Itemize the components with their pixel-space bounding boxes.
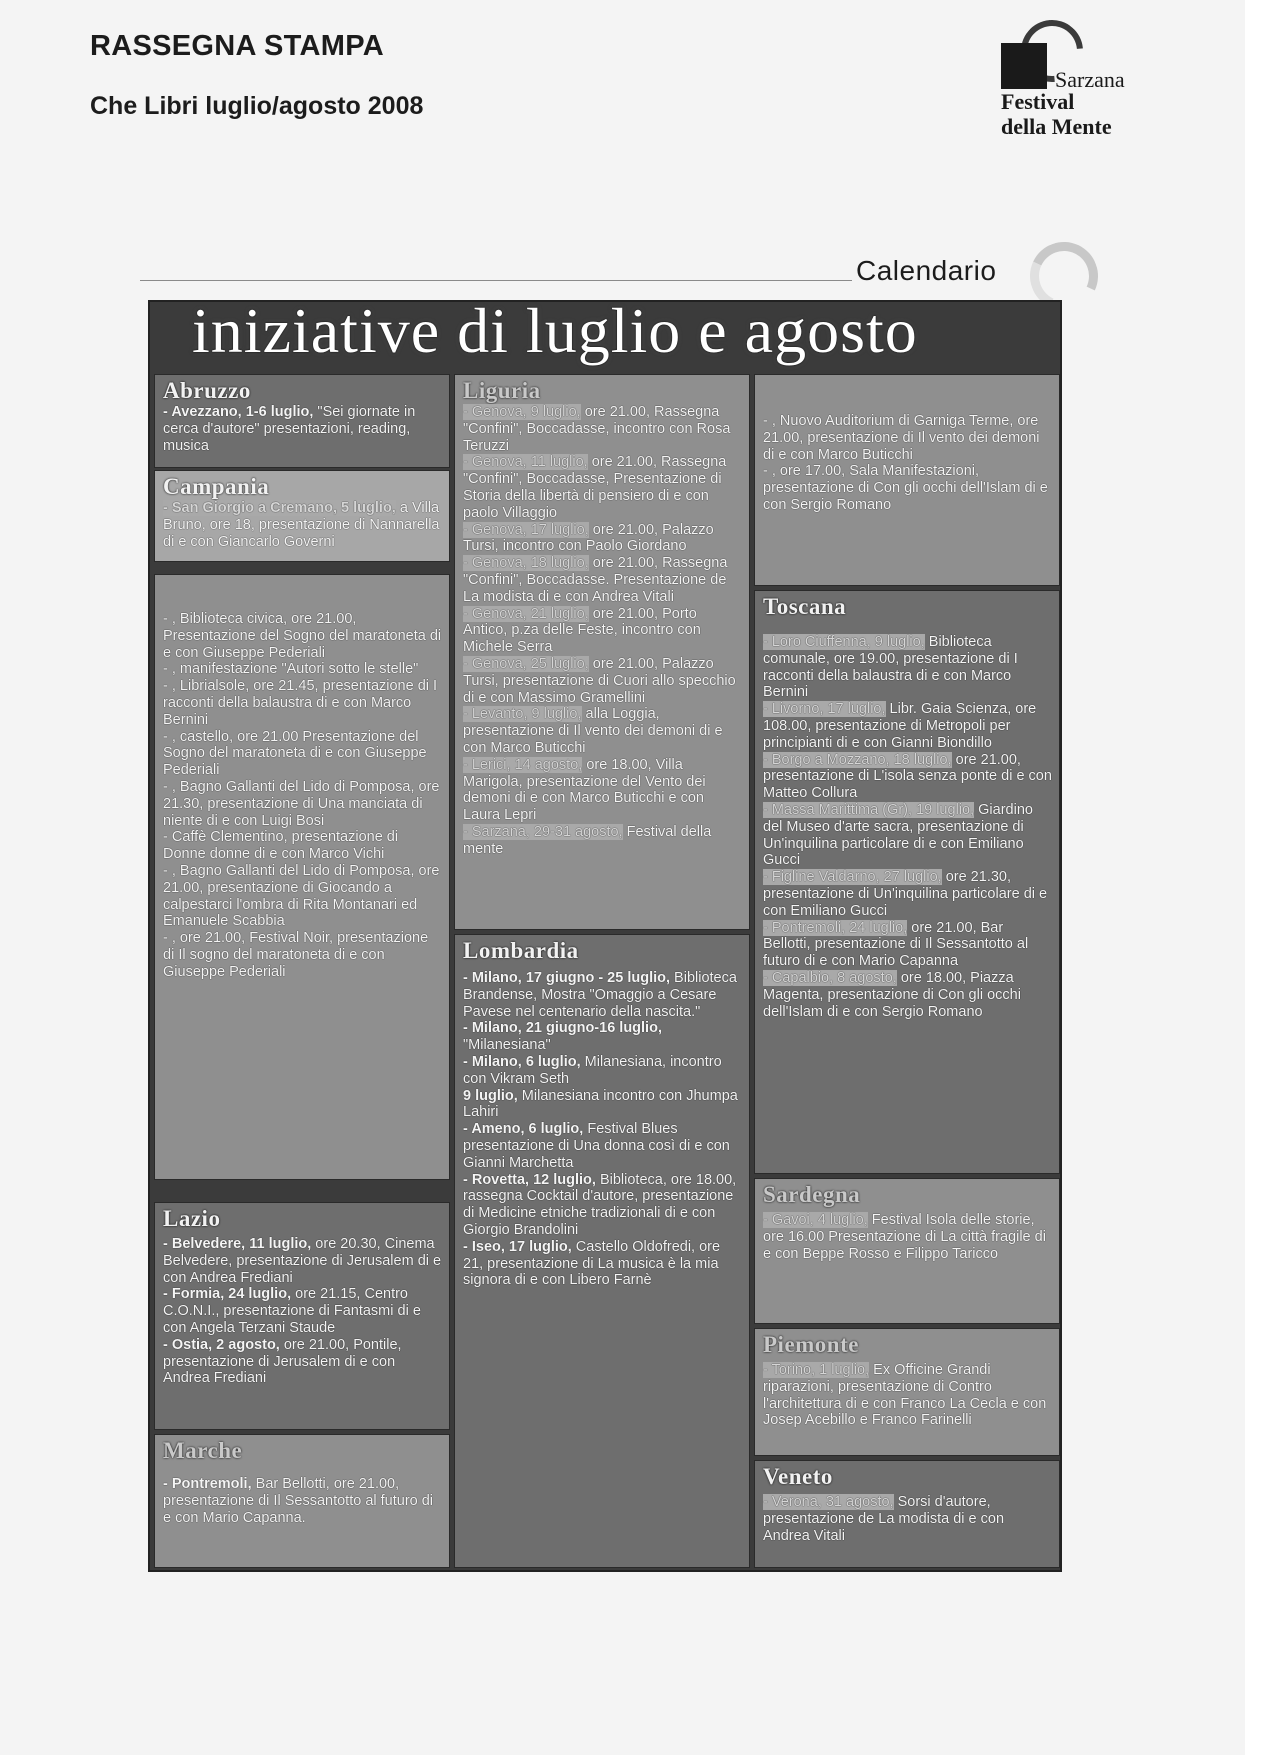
event-item: - , Biblioteca civica, ore 21.00, Presentazione del Sogno del maratoneta di e con Giuseppe Pederiali bbox=[163, 611, 442, 661]
region-name: Veneto bbox=[763, 1464, 833, 1489]
event-item: - San Giorgio a Cremano, 5 luglio, a Villa Bruno, ore 18, presentazione di Nannarella di e con Giancarlo Governi bbox=[163, 500, 440, 550]
section-rule bbox=[140, 280, 852, 281]
region-events bbox=[163, 404, 443, 454]
region-events bbox=[163, 1476, 443, 1526]
logo-square-icon bbox=[1001, 43, 1047, 89]
event-item: - Milano, 6 luglio, Milanesiana, incontro con Vikram Seth bbox=[463, 1053, 722, 1087]
event-item: - Ameno, 6 luglio, Festival Blues presentazione di Una donna così di e con Gianni Marchetta bbox=[463, 1121, 730, 1171]
event-item: - Milano, 17 giugno - 25 luglio, Biblioteca Brandense, Mostra "Omaggio a Cesare Pavese nel centenario della nascita." bbox=[463, 970, 737, 1020]
event-item: - Sarzana, 29-31 agosto, Festival della mente bbox=[463, 823, 712, 857]
event-item: - , ore 21.00, Festival Noir, presentazione di Il sogno del maratoneta di e con Giuseppe Pederiali bbox=[163, 930, 429, 980]
event-item: - Formia, 24 luglio, ore 21.15, Centro C.O.N.I., presentazione di Fantasmi di e con Angela Terzani Staude bbox=[163, 1286, 421, 1336]
region-lombardia bbox=[454, 934, 750, 1568]
event-item: - Genova, 21 luglio, ore 21.00, Porto Antico, p.za delle Feste, incontro con Michele Serra bbox=[463, 605, 701, 656]
event-item: - Milano, 21 giugno-16 luglio, "Milanesiana" bbox=[463, 1020, 662, 1054]
events-board bbox=[148, 295, 1062, 1572]
region-marche bbox=[154, 1434, 450, 1568]
event-item: - Genova, 11 luglio, ore 21.00, Rassegna "Confini", Boccadasse, Presentazione di Storia della libertà di pensiero di e con paolo Villaggio bbox=[463, 454, 727, 521]
region-name: Marche bbox=[163, 1438, 243, 1463]
event-item: - , castello, ore 21.00 Presentazione del Sogno del maratoneta di e con Giuseppe Pederiali bbox=[163, 728, 427, 779]
region-events bbox=[763, 1494, 1053, 1544]
region-name: Toscana bbox=[763, 594, 847, 619]
region-events bbox=[163, 500, 443, 550]
event-item: - Torino, 1 luglio, Ex Officine Grandi riparazioni, presentazione di Contro l'architettura di e con Franco La Cecla e con Josep Acebillo e Franco Farinelli bbox=[763, 1362, 1047, 1429]
region-events bbox=[763, 1362, 1053, 1429]
event-item: - Rovetta, 12 luglio, Biblioteca, ore 18.00, rassegna Cocktail d'autore, presentazione di Medicine etniche tradizionali di e con Giorgio Brandolini bbox=[463, 1171, 737, 1238]
event-item: 9 luglio, Milanesiana incontro con Jhumpa Lahiri bbox=[463, 1087, 738, 1121]
event-item: - Ostia, 2 agosto, ore 21.00, Pontile, presentazione di Jerusalem di e con Andrea Frediani bbox=[163, 1336, 402, 1387]
event-item: - Genova, 9 luglio, ore 21.00, Rassegna "Confini", Boccadasse, incontro con Rosa Teruzzi bbox=[463, 404, 731, 454]
region-liguria bbox=[454, 374, 750, 930]
event-item: - , Bagno Gallanti del Lido di Pomposa, ore 21.30, presentazione di Una manciata di niente di e con Luigi Bosi bbox=[163, 778, 440, 829]
region-lazio bbox=[154, 1202, 450, 1430]
region-events bbox=[163, 1236, 443, 1387]
region-trentino bbox=[754, 374, 1060, 586]
event-item: - , ore 17.00, Sala Manifestazioni, presentazione di Con gli occhi dell'Islam di e con Sergio Romano bbox=[763, 463, 1048, 513]
event-item: - Lerici, 14 agosto, ore 18.00, Villa Marigola, presentazione del Vento dei demoni di e con Marco Buticchi e con Laura Lepri bbox=[463, 756, 706, 824]
region-name: Sardegna bbox=[763, 1182, 861, 1207]
region-events bbox=[463, 404, 743, 858]
event-item: - , manifestazione "Autori sotto le stelle" bbox=[163, 661, 419, 678]
event-item: - Figline Valdarno, 27 luglio, ore 21.30, presentazione di Un'inquilina particolare di e con Emiliano Gucci bbox=[763, 869, 1048, 919]
title-bar bbox=[150, 295, 1060, 374]
event-item: - Genova, 17 luglio, ore 21.00, Palazzo Tursi, incontro con Paolo Giordano bbox=[463, 521, 714, 555]
region-veneto bbox=[754, 1460, 1060, 1568]
region-events bbox=[763, 1212, 1053, 1262]
region-name: Lombardia bbox=[463, 938, 579, 963]
event-item: - Gavoi, 4 luglio, Festival Isola delle storie, ore 16.00 Presentazione di La città fragile di e con Beppe Rosso e Filippo Taricco bbox=[763, 1212, 1046, 1262]
event-item: - , Nuovo Auditorium di Garniga Terme, ore 21.00, presentazione di Il vento dei demoni di e con Marco Buticchi bbox=[763, 413, 1040, 463]
event-item: - Genova, 18 luglio, ore 21.00, Rassegna "Confini", Boccadasse. Presentazione de La modista di e con Andrea Vitali bbox=[463, 555, 728, 605]
event-item: - Levanto, 9 luglio, alla Loggia, presentazione di Il vento dei demoni di e con Marco Buticchi bbox=[463, 706, 723, 756]
region-name: Piemonte bbox=[763, 1332, 859, 1357]
event-item: - Pontremoli, Bar Bellotti, ore 21.00, presentazione di Il Sessantotto al futuro di e con Mario Capanna. bbox=[163, 1476, 434, 1526]
event-item: - Massa Marittima (Gr), 19 luglio, Giardino del Museo d'arte sacra, presentazione di Un'inquilina particolare di e con Emiliano Gucci bbox=[763, 801, 1033, 869]
region-abruzzo bbox=[154, 374, 450, 468]
event-item: - Livorno, 17 luglio, Libr. Gaia Scienza, ore 108.00, presentazione di Metropoli per principianti di e con Gianni Biondillo bbox=[763, 701, 1037, 751]
region-name: Campania bbox=[163, 474, 270, 499]
region-name: Abruzzo bbox=[163, 378, 251, 403]
event-item: - Borgo a Mozzano, 18 luglio, ore 21.00, presentazione di L'isola senza ponte di e con Matteo Collura bbox=[763, 751, 1052, 802]
festival-logo bbox=[995, 15, 1145, 145]
region-name: Lazio bbox=[163, 1206, 221, 1231]
region-emilia bbox=[154, 574, 450, 1180]
logo-line-3: della Mente bbox=[1001, 114, 1112, 139]
event-item: - Caffè Clementino, presentazione di Donne donne di e con Marco Vichi bbox=[163, 829, 399, 863]
press-review-subtitle: Che Libri luglio/agosto 2008 bbox=[90, 92, 424, 120]
region-sardegna bbox=[754, 1178, 1060, 1324]
event-item: - Genova, 25 luglio, ore 21.00, Palazzo Tursi, presentazione di Cuori allo specchio di e con Massimo Gramellini bbox=[463, 655, 736, 706]
event-item: - Pontremoli, 24 luglio, ore 21.00, Bar Bellotti, presentazione di Il Sessantotto al futuro di e con Mario Capanna bbox=[763, 919, 1029, 970]
event-item: - , Bagno Gallanti del Lido di Pomposa, ore 21.00, presentazione di Giocando a calpestarci l'ombra di Rita Montanari ed Emanuele Scabbia bbox=[163, 862, 440, 930]
event-item: - Loro Ciuffenna, 9 luglio, Biblioteca comunale, ore 19.00, presentazione di I racconti della balaustra di e con Marco Bernini bbox=[763, 634, 1018, 701]
region-events bbox=[763, 634, 1053, 1020]
region-events bbox=[463, 970, 743, 1289]
event-item: - , Librialsole, ore 21.45, presentazione di I racconti della balaustra di e con Marco Bernini bbox=[163, 678, 438, 728]
region-name: Liguria bbox=[463, 378, 541, 403]
event-item: - Capalbio, 8 agosto, ore 18.00, Piazza Magenta, presentazione di Con gli occhi dell'Islam di e con Sergio Romano bbox=[763, 969, 1021, 1020]
press-review-title: RASSEGNA STAMPA bbox=[90, 30, 384, 62]
page-title: iniziative di luglio e agosto bbox=[192, 295, 918, 366]
event-item: - Iseo, 17 luglio, Castello Oldofredi, ore 21, presentazione di La musica è la mia signora di e con Libero Farnè bbox=[463, 1238, 721, 1289]
event-item: - Avezzano, 1-6 luglio, "Sei giornate in cerca d'autore" presentazioni, reading, musica bbox=[163, 404, 416, 454]
region-events bbox=[163, 611, 443, 981]
region-events bbox=[763, 413, 1053, 514]
region-toscana bbox=[754, 590, 1060, 1174]
page-edge bbox=[1245, 0, 1275, 1755]
region-campania bbox=[154, 470, 450, 562]
section-label: Calendario bbox=[856, 255, 997, 286]
region-piemonte bbox=[754, 1328, 1060, 1456]
event-item: - Verona, 31 agosto, Sorsi d'autore, presentazione de La modista di e con Andrea Vitali bbox=[763, 1494, 1005, 1544]
event-item: - Belvedere, 11 luglio, ore 20.30, Cinema Belvedere, presentazione di Jerusalem di e con Andrea Frediani bbox=[163, 1236, 442, 1286]
logo-line-1: Sarzana bbox=[1055, 67, 1125, 92]
logo-line-2: Festival bbox=[1001, 89, 1075, 114]
